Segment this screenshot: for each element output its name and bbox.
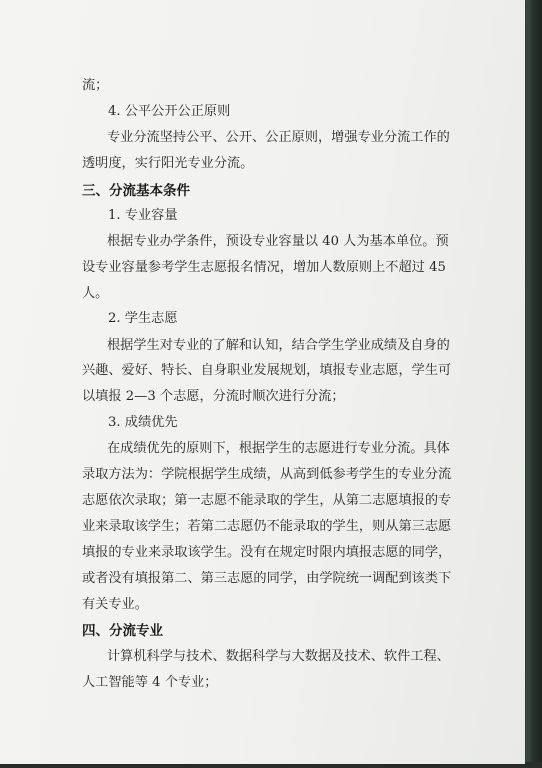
text-line: 专业分流坚持公平、公开、公正原则，增强专业分流工作的 [107,130,450,145]
text-line: 流； [82,78,109,93]
text-line: 人工智能等 4 个专业； [82,675,218,690]
text-line: 志愿依次录取；第一志愿不能录取的学生，从第二志愿填报的专 [82,493,452,508]
subheading-grades-first: 3. 成绩优先 [108,415,178,430]
text-line: 透明度，实行阳光专业分流。 [82,156,254,171]
text-line: 或者没有填报第二、第三志愿的同学，由学院统一调配到该类下 [82,571,452,586]
text-line: 兴趣、爱好、特长、自身职业发展规划，填报专业志愿，学生可 [82,363,452,378]
subheading-capacity: 1. 专业容量 [108,208,178,223]
text-line: 填报的专业来录取该学生。没有在规定时限内填报志愿的同学， [82,545,452,560]
text-line: 以填报 2—3 个志愿，分流时顺次进行分流； [82,389,345,404]
text-line: 根据学生对专业的了解和认知，结合学生学业成绩及自身的 [107,338,450,353]
text-line: 计算机科学与技术、数据科学与大数据及技术、软件工程、 [107,649,450,664]
text-line: 有关专业。 [82,597,148,612]
section-heading-basic-conditions: 三、分流基本条件 [82,183,190,199]
subheading-fairness: 4. 公平公开公正原则 [108,104,231,119]
text-line: 在成绩优先的原则下，根据学生的志愿进行专业分流。具体 [107,441,450,456]
text-line: 设专业容量参考学生志愿报名情况，增加人数原则上不超过 45 [82,260,446,275]
section-heading-majors: 四、分流专业 [82,623,163,639]
text-line: 业来录取该学生；若第二志愿仍不能录取的学生，则从第三志愿 [82,519,452,534]
subheading-student-preference: 2. 学生志愿 [108,311,178,326]
text-line: 人。 [82,286,109,301]
text-line: 根据专业办学条件，预设专业容量以 40 人为基本单位。预 [107,234,449,249]
text-line: 录取方法为：学院根据学生成绩，从高到低参考学生的专业分流 [82,467,452,482]
